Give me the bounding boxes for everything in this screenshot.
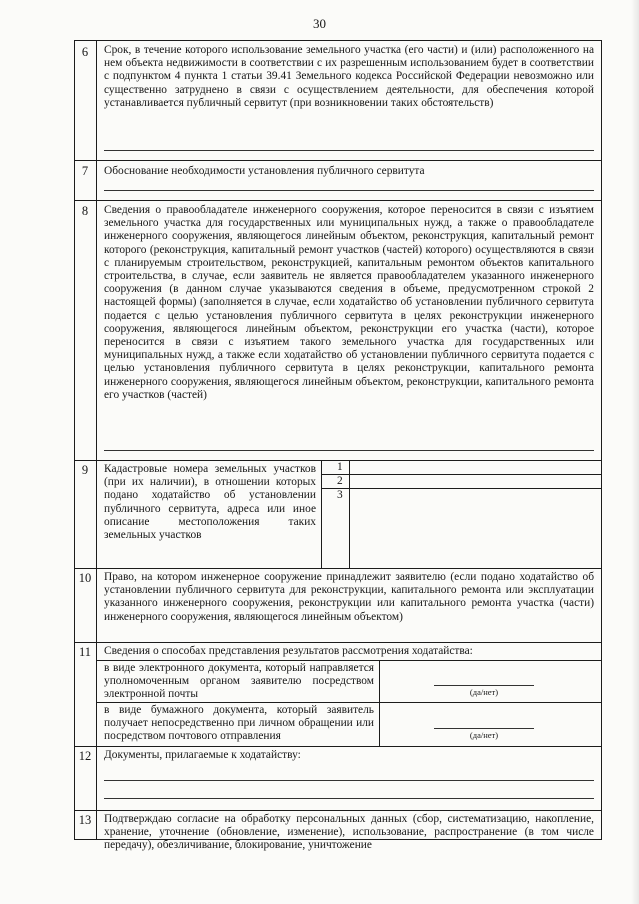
row-divider-6-7	[74, 160, 602, 161]
row-number: 12	[78, 749, 92, 763]
row-divider-11-12	[74, 746, 602, 747]
row-12-answer-line-2[interactable]	[104, 798, 594, 799]
row-divider-9-10	[74, 568, 602, 569]
row-10-text: Право, на котором инженерное сооружение принадлежит заявителю (если подано ходатайство об установлении публичного сервитута для реконструкции, капитального ремонта или эксплуатации указанного инженерного сооружения, реконструкции или капитального ремонта участка (части) инженерного сооружения, являющегося линейным объектом)	[104, 571, 594, 623]
row-9-text: Кадастровые номера земельных участков (при их наличии), в отношении которых подано ходатайство об установлении публичного сервитута, адреса или иное описание местоположения таких земельных участков	[104, 463, 316, 542]
paper-yes-no-field[interactable]	[434, 728, 534, 729]
row11-option-separator	[96, 702, 601, 703]
row-11-text: Сведения о способах представления результатов рассмотрения ходатайства:	[104, 645, 473, 657]
scan-edge-shadow	[631, 0, 639, 904]
row-number: 8	[81, 204, 89, 218]
row-number: 11	[78, 645, 92, 659]
row-divider-10-11	[74, 642, 602, 643]
yes-no-caption: (да/нет)	[469, 730, 499, 740]
row-divider-7-8	[74, 200, 602, 201]
row11-option-electronic: в виде электронного документа, который направляется уполномоченным органом заявителю посредством электронной почты	[104, 662, 374, 701]
page-number: 30	[313, 16, 326, 31]
row-8-answer-line[interactable]	[104, 450, 594, 451]
row11-option-divider	[379, 660, 380, 746]
row9-subnumber: 2	[337, 475, 343, 487]
row-number: 6	[81, 45, 89, 59]
row-8-text: Сведения о правообладателе инженерного сооружения, которое переносится в связи с изъятием земельного участка для государственных или муниципальных нужд, а также о правообладателе инженерного сооружения, являющегося линейным объектом, реконструкция, капитальный ремонт которого (реконструкция, капитальный ремонт участков (частей) которого) осуществляются в связи с планируемым строительством, реконструкцией, капитальным ремонтом объектов капитального строительства, в случае, если заявитель не является правообладателем указанного инженерного сооружения (в данном случае указываются сведения в объеме, предусмотренном строкой 2 настоящей формы) (заполняется в случае, если ходатайство об установлении публичного сервитута подается с целью установления публичного сервитута в целях реконструкции инженерного сооружения, являющегося линейным объектом, реконструкции его участка (части), которое переносится в связи с изъятием такого земельного участка для государственных или муниципальных нужд, а также если ходатайство об установлении публичного сервитута подается с целью установления публичного сервитута в целях реконструкции, капитального ремонта инженерного сооружения, являющегося линейным объектом, реконструкции, капитального ремонта его участков (частей)	[104, 204, 594, 401]
row9-subrow-line-1	[321, 474, 349, 475]
row-7-text: Обоснование необходимости установления публичного сервитута	[104, 165, 425, 177]
row-number: 10	[78, 571, 92, 585]
row11-option-paper: в виде бумажного документа, который заявитель получает непосредственно при личном обращении или посредством почтового отправления	[104, 704, 374, 743]
row9-subnumber: 3	[337, 489, 343, 501]
row-number: 7	[81, 164, 89, 178]
row-13-consent-text: Подтверждаю согласие на обработку персональных данных (сбор, систематизацию, накопление, хранение, уточнение (обновление, изменение), использование, распространение (в том числе передачу), обезличивание, блокирование, уничтожение	[104, 813, 594, 852]
row-number: 9	[81, 463, 89, 477]
row-divider-12-13	[74, 810, 602, 811]
row9-entry-line-2	[349, 488, 601, 489]
row9-subrow-line-2	[321, 488, 349, 489]
yes-no-caption: (да/нет)	[469, 687, 499, 697]
row9-subnumber-divider-right	[349, 460, 350, 568]
row9-entry-line-1	[349, 474, 601, 475]
row-7-answer-line[interactable]	[104, 190, 594, 191]
row-number: 13	[78, 813, 92, 827]
application-form-table	[74, 40, 602, 852]
electronic-yes-no-field[interactable]	[434, 685, 534, 686]
row-6-answer-line[interactable]	[104, 150, 594, 151]
row9-subnumber: 1	[337, 461, 343, 473]
row-12-answer-line-1[interactable]	[104, 780, 594, 781]
row-12-text: Документы, прилагаемые к ходатайству:	[104, 749, 301, 761]
row9-subnumber-divider-left	[321, 460, 322, 568]
row11-header-line	[96, 660, 601, 661]
table-top-border	[74, 40, 602, 41]
row-6-text: Срок, в течение которого использование земельного участка (его части) и (или) расположенного на нем объекта недвижимости в соответствии с их разрешенным использованием будет в соответствии с подпунктом 4 пункта 1 статьи 39.41 Земельного кодекса Российской Федерации невозможно или существенно затруднено в связи с осуществлением деятельности, для обеспечения которой устанавливается публичный сервитут (при возникновении таких обстоятельств)	[104, 44, 594, 109]
